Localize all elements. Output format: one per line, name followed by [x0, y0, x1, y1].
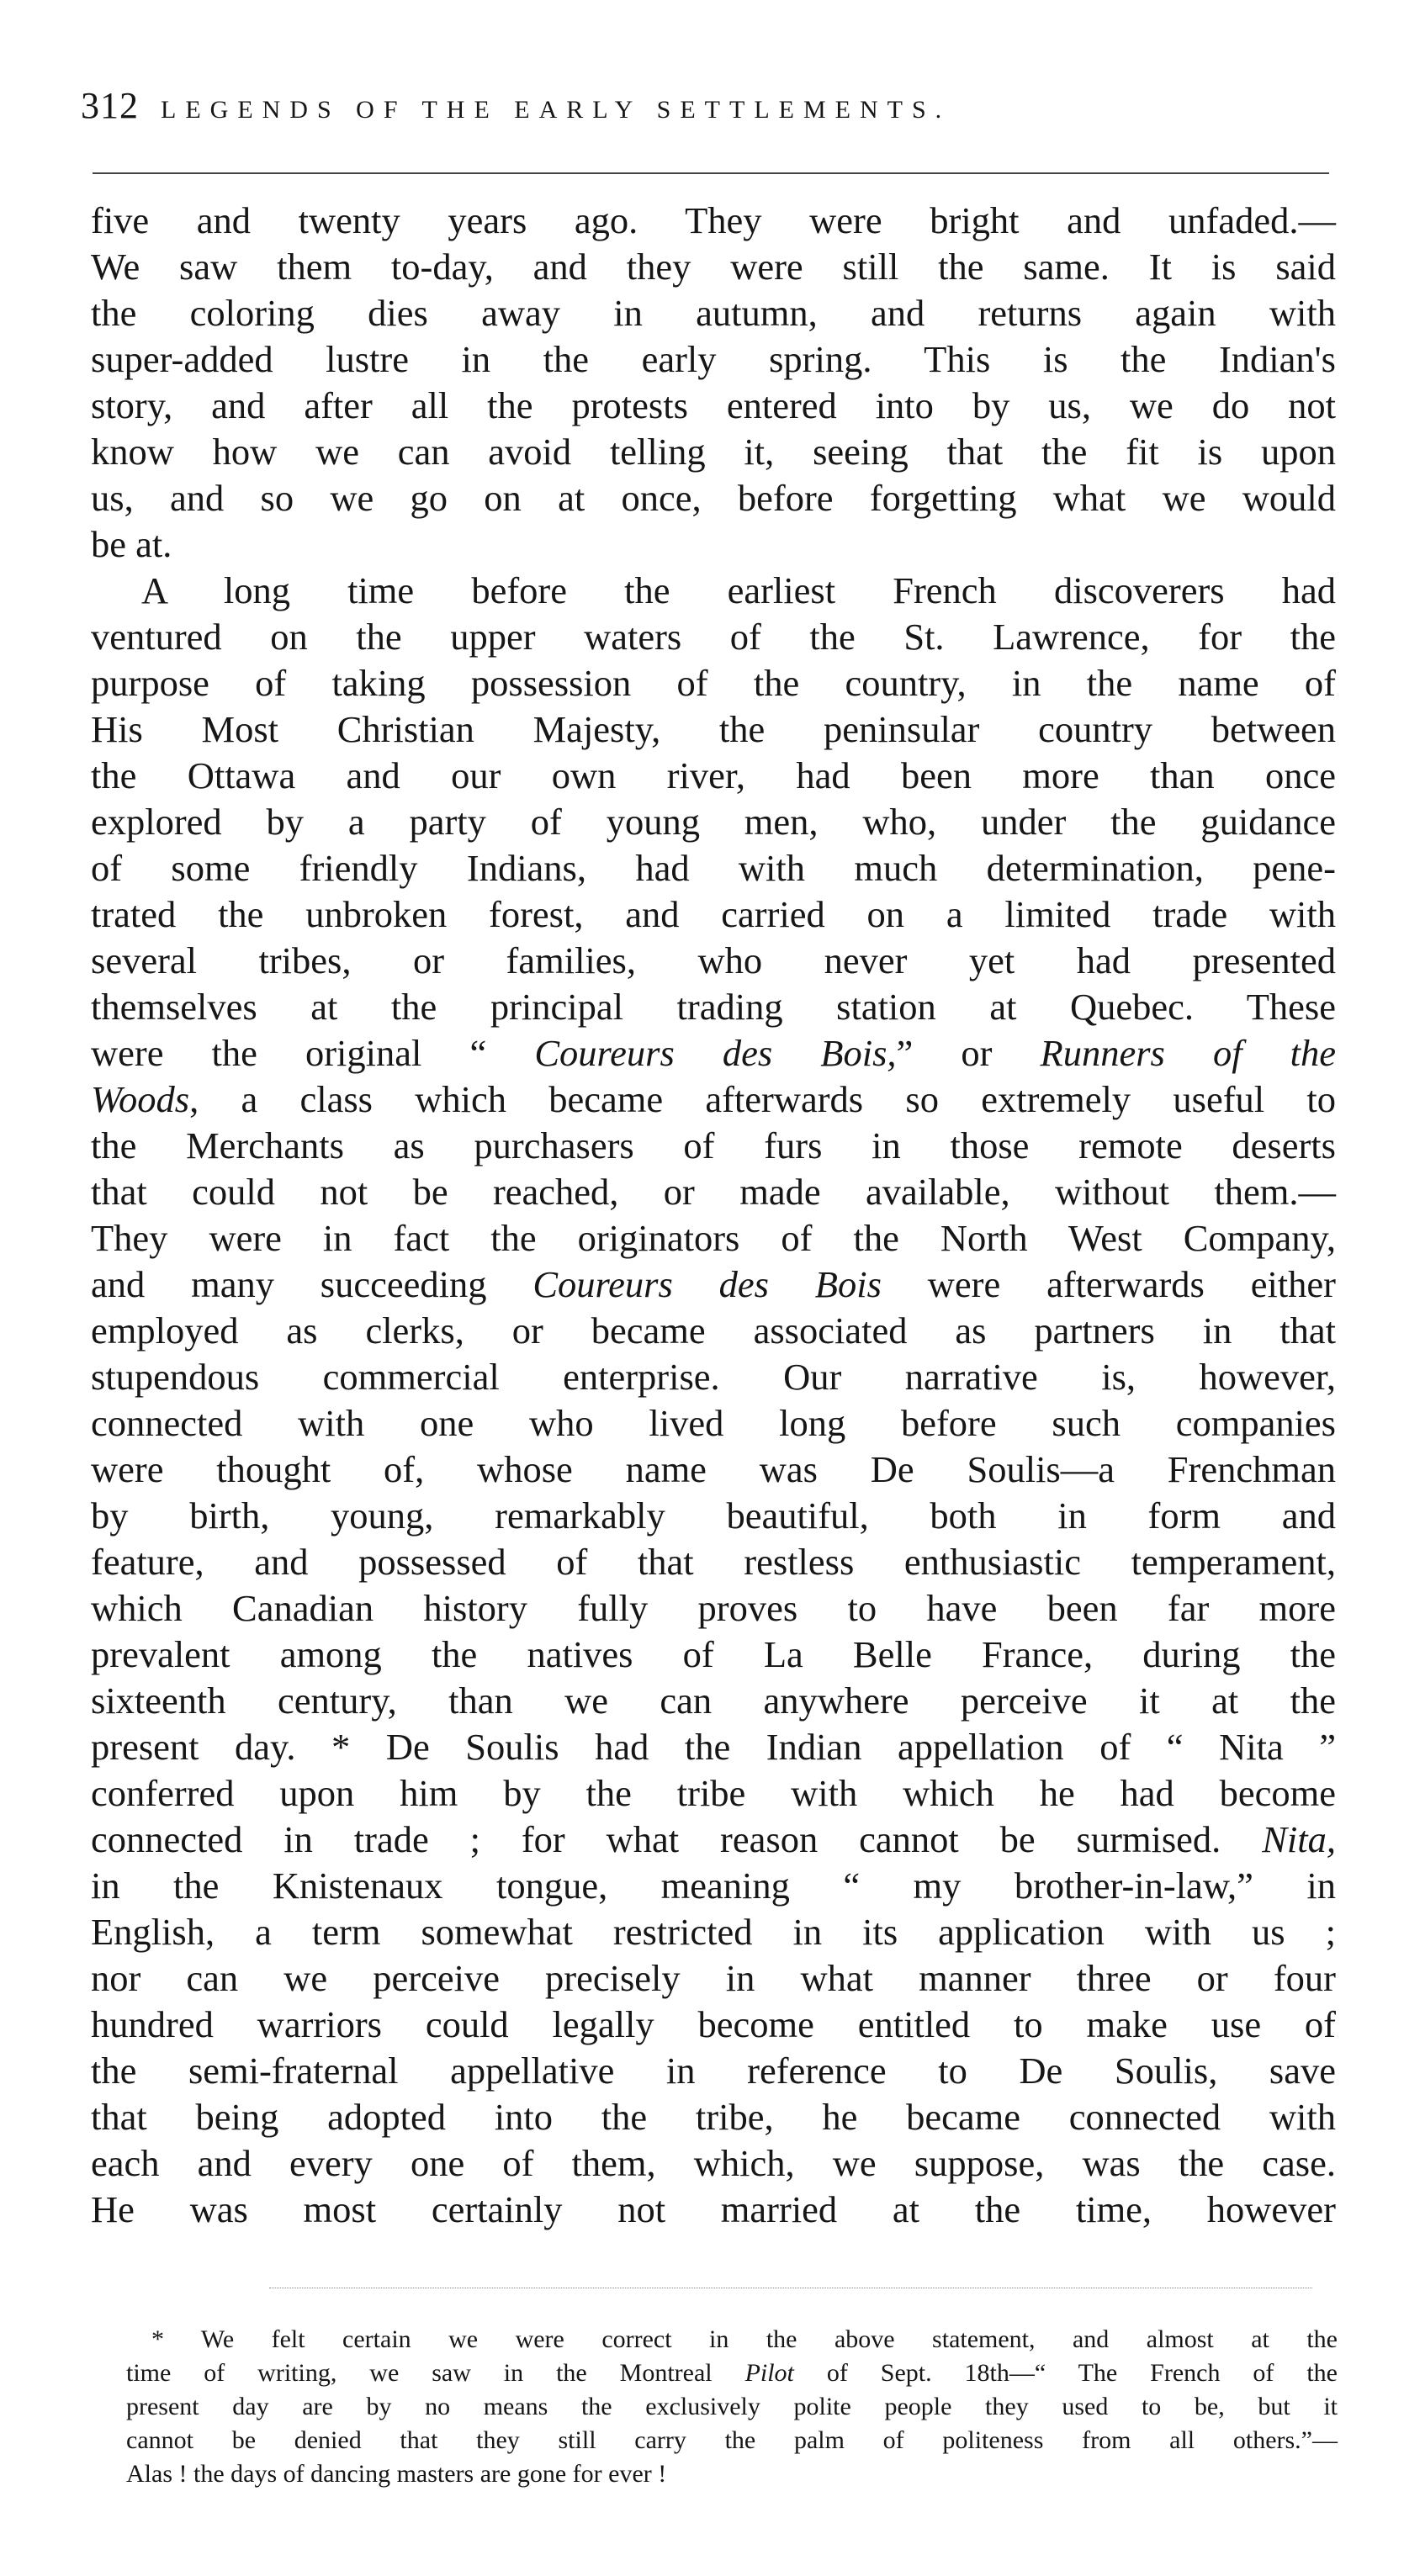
page-number: 312 — [81, 85, 139, 126]
body-line: be at. — [91, 523, 172, 565]
running-title: LEGENDS OF THE EARLY SETTLEMENTS. — [161, 96, 951, 124]
body-line: present day. * De Soulis had the Indian appellation of “ Nita ” — [91, 1726, 1336, 1768]
footnote — [126, 2323, 1338, 2491]
body-line: He was most certainly not married at the time, however — [91, 2188, 1336, 2230]
body-line: us, and so we go on at once, before forgetting what we would — [91, 477, 1336, 519]
body-line: conferred upon him by the tribe with which he had become — [91, 1772, 1336, 1814]
body-line: connected with one who lived long before such companies — [91, 1402, 1336, 1444]
body-line: know how we can avoid telling it, seeing that the fit is upon — [91, 431, 1336, 473]
body-line: five and twenty years ago. They were bright and unfaded.— — [91, 199, 1336, 241]
body-line: which Canadian history fully proves to have been far more — [91, 1587, 1336, 1629]
body-line: prevalent among the natives of La Belle France, during the — [91, 1633, 1336, 1675]
body-line: and many succeeding Coureurs des Bois were afterwards either — [91, 1263, 1336, 1305]
body-line: the semi-fraternal appellative in reference to De Soulis, save — [91, 2050, 1336, 2092]
body-line: several tribes, or families, who never yet had presented — [91, 939, 1336, 981]
body-line: by birth, young, remarkably beautiful, both in form and — [91, 1494, 1336, 1537]
header-rule — [93, 172, 1329, 174]
body-line: purpose of taking possession of the country, in the name of — [91, 662, 1336, 704]
body-line: the Merchants as purchasers of furs in those remote deserts — [91, 1124, 1336, 1166]
body-line: stupendous commercial enterprise. Our narrative is, however, — [91, 1356, 1336, 1398]
body-line: the Ottawa and our own river, had been more than once — [91, 754, 1336, 796]
body-line: sixteenth century, than we can anywhere perceive it at the — [91, 1679, 1336, 1722]
body-line: were the original “ Coureurs des Bois,” or Runners of the — [91, 1032, 1337, 1074]
body-line: the coloring dies away in autumn, and returns again with — [91, 292, 1336, 334]
body-line: that could not be reached, or made available, without them.— — [91, 1171, 1336, 1213]
body-line: nor can we perceive precisely in what manner three or four — [91, 1957, 1336, 1999]
body-line: English, a term somewhat restricted in its application with us ; — [91, 1911, 1336, 1953]
body-line: employed as clerks, or became associated as partners in that — [91, 1309, 1336, 1351]
body-text — [91, 198, 1336, 2233]
footnote-line: * We felt certain we were correct in the above statement, and almost at the — [151, 2325, 1338, 2353]
body-line: explored by a party of young men, who, under the guidance — [91, 801, 1336, 843]
body-line: ventured on the upper waters of the St. Lawrence, for the — [91, 616, 1336, 658]
body-line: in the Knistenaux tongue, meaning “ my brother-in-law,” in — [91, 1865, 1336, 1907]
body-line: connected in trade ; for what reason cannot be surmised. Nita, — [91, 1818, 1336, 1860]
body-line: super-added lustre in the early spring. This is the Indian's — [91, 338, 1336, 380]
body-line: We saw them to-day, and they were still the same. It is said — [91, 246, 1336, 288]
body-line: hundred warriors could legally become entitled to make use of — [91, 2003, 1336, 2045]
body-line: each and every one of them, which, we suppose, was the case. — [91, 2142, 1336, 2184]
body-line: were thought of, whose name was De Soulis—a Frenchman — [91, 1448, 1336, 1490]
body-line: story, and after all the protests entered into by us, we do not — [91, 384, 1336, 426]
body-line: His Most Christian Majesty, the peninsular country between — [91, 708, 1336, 750]
body-line: They were in fact the originators of the North West Company, — [91, 1217, 1336, 1259]
footnote-line: cannot be denied that they still carry the palm of politeness from all others.”— — [126, 2426, 1338, 2454]
body-line: trated the unbroken forest, and carried on a limited trade with — [91, 893, 1336, 935]
body-line: of some friendly Indians, had with much determination, pene- — [91, 847, 1336, 889]
body-line: feature, and possessed of that restless enthusiastic temperament, — [91, 1541, 1336, 1583]
footnote-line: Alas ! the days of dancing masters are gone for ever ! — [126, 2460, 667, 2488]
body-line: themselves at the principal trading station at Quebec. These — [91, 986, 1336, 1028]
footnote-line: time of writing, we saw in the Montreal Pilot of Sept. 18th—“ The French of the — [126, 2359, 1338, 2387]
footnote-line: present day are by no means the exclusively polite people they used to be, but it — [126, 2393, 1338, 2420]
body-line: that being adopted into the tribe, he became connected with — [91, 2096, 1336, 2138]
body-line: Woods, a class which became afterwards so extremely useful to — [91, 1078, 1336, 1120]
body-line: A long time before the earliest French discoverers had — [141, 569, 1336, 611]
running-head — [81, 84, 1343, 135]
